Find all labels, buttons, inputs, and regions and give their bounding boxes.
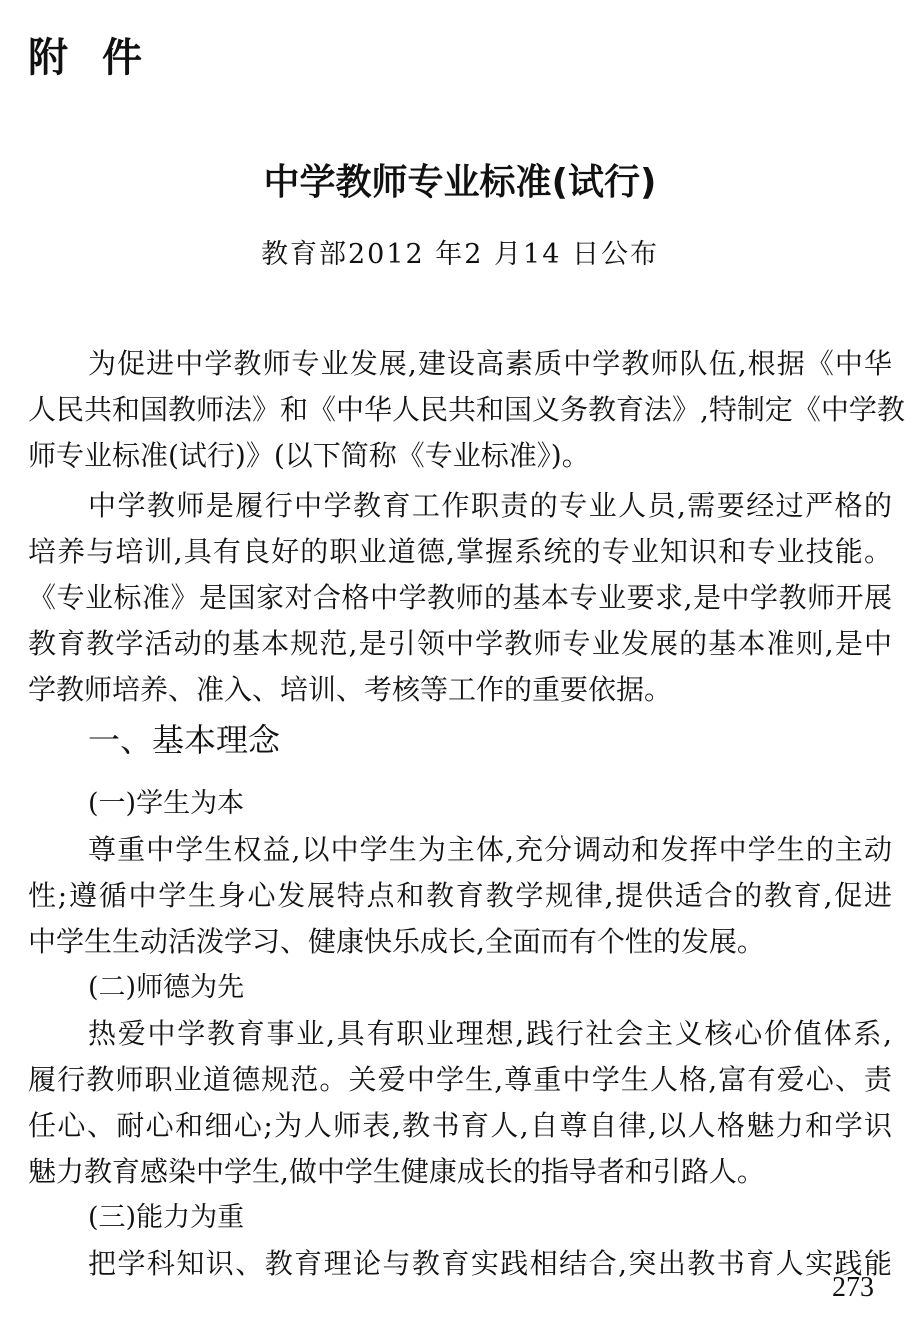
document-subtitle: 教育部2012 年2 月14 日公布: [261, 239, 659, 270]
subsection-2-line-1: 热爱中学教育事业,具有职业理想,践行社会主义核心价值体系,: [88, 1017, 892, 1050]
subsection-2-line-3: 任心、耐心和细心;为人师表,教书育人,自尊自律,以人格魅力和学识: [28, 1109, 892, 1142]
intro-p1-line-3: 师专业标准(试行)》(以下简称《专业标准》)。: [28, 439, 590, 472]
section-heading: 一、基本理念: [88, 721, 281, 759]
subsection-title-3: (三)能力为重: [88, 1202, 245, 1233]
page-number: 273: [832, 1272, 874, 1303]
subsection-2-line-2: 履行教师职业道德规范。关爱中学生,尊重中学生人格,富有爱心、责: [28, 1063, 892, 1096]
intro-p2-line-1: 中学教师是履行中学教育工作职责的专业人员,需要经过严格的: [88, 489, 892, 522]
intro-p1-line-2: 人民共和国教师法》和《中华人民共和国义务教育法》,特制定《中学教: [28, 393, 905, 426]
attachment-label: 附件: [28, 35, 176, 81]
intro-p2-line-5: 学教师培养、准入、培训、考核等工作的重要依据。: [28, 673, 673, 706]
subsection-1-line-1: 尊重中学生权益,以中学生为主体,充分调动和发挥中学生的主动: [88, 833, 892, 866]
intro-p2-line-2: 培养与培训,具有良好的职业道德,掌握系统的专业知识和专业技能。: [28, 535, 892, 568]
document-title: 中学教师专业标准(试行): [263, 162, 657, 203]
intro-p1-line-1: 为促进中学教师专业发展,建设高素质中学教师队伍,根据《中华: [88, 347, 892, 380]
subsection-title-2: (二)师德为先: [88, 972, 245, 1003]
subsection-1-line-2: 性;遵循中学生身心发展特点和教育教学规律,提供适合的教育,促进: [28, 879, 892, 912]
subsection-2-line-4: 魅力教育感染中学生,做中学生健康成长的指导者和引路人。: [28, 1155, 765, 1188]
intro-p2-line-3: 《专业标准》是国家对合格中学教师的基本专业要求,是中学教师开展: [28, 581, 892, 614]
subsection-title-1: (一)学生为本: [88, 788, 245, 819]
subsection-1-line-3: 中学生生动活泼学习、健康快乐成长,全面而有个性的发展。: [28, 925, 765, 958]
intro-p2-line-4: 教育教学活动的基本规范,是引领中学教师专业发展的基本准则,是中: [28, 627, 892, 660]
subsection-3-line-1: 把学科知识、教育理论与教育实践相结合,突出教书育人实践能: [88, 1247, 892, 1280]
